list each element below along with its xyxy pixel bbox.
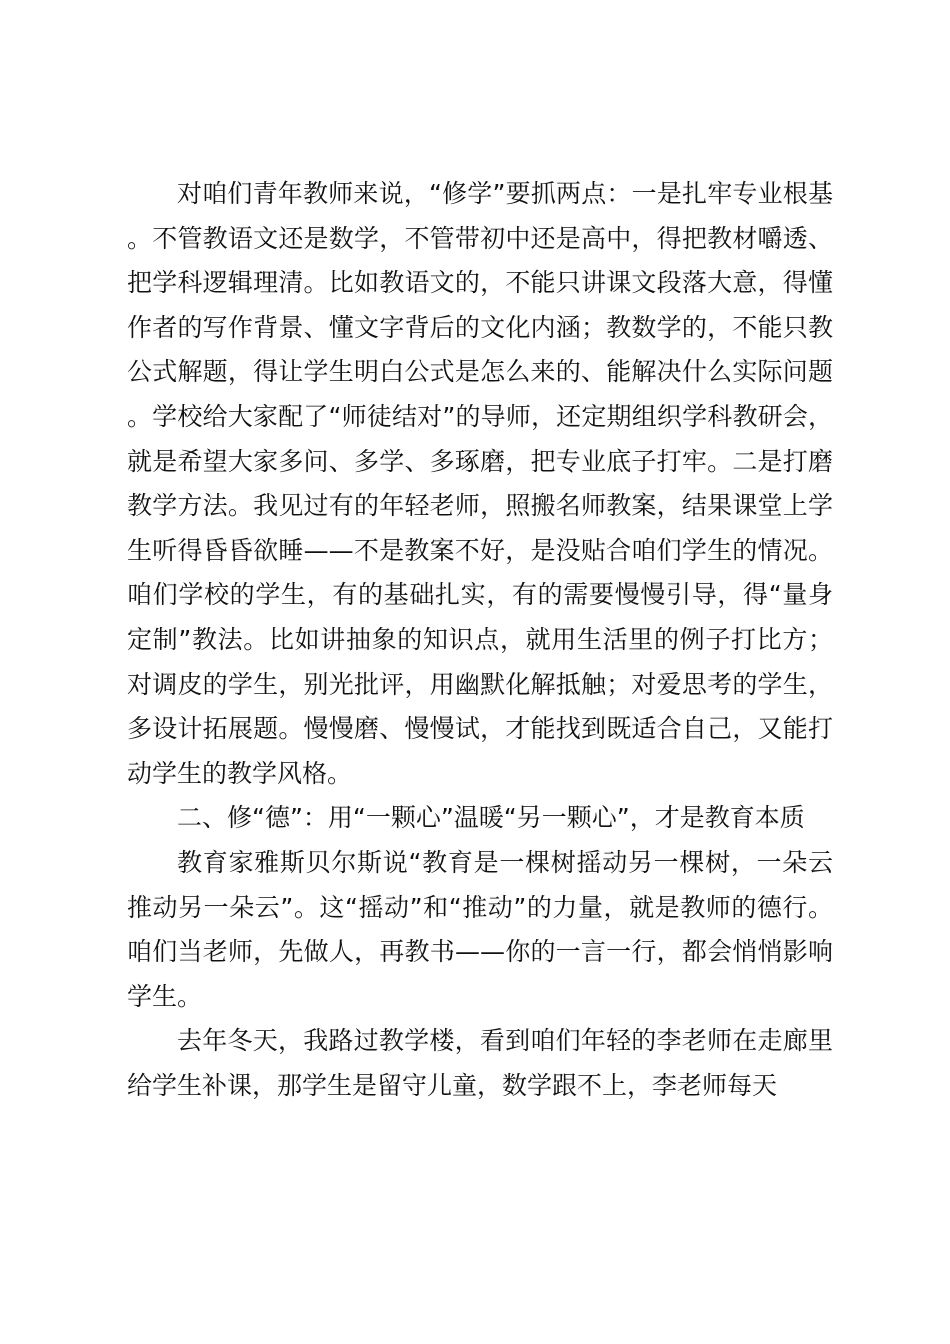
paragraph-jaspers-quote: 教育家雅斯贝尔斯说“教育是一棵树摇动另一棵树，一朵云推动另一朵云”。这“摇动”和“推动”的力量，就是教师的德行。咱们当老师，先做人，再教书——你的一言一行，都会悄悄影响学生。 xyxy=(127,847,833,1011)
document-body xyxy=(127,172,833,1108)
section-heading-xiude: 二、修“德”：用“一颗心”温暖“另一颗心”，才是教育本质 xyxy=(177,803,805,833)
paragraph-teacher-story: 去年冬天，我路过教学楼，看到咱们年轻的李老师在走廊里给学生补课，那学生是留守儿童，数学跟不上，李老师每天 xyxy=(127,1026,833,1100)
paragraph-xiuxue: 对咱们青年教师来说，“修学”要抓两点：一是扎牢专业根基。不管教语文还是数学，不管带初中还是高中，得把教材嚼透、把学科逻辑理清。比如教语文的，不能只讲课文段落大意，得懂作者的写作背景、懂文字背后的文化内涵；教数学的，不能只教公式解题，得让学生明白公式是怎么来的、能解决什么实际问题。学校给大家配了“师徒结对”的导师，还定期组织学科教研会，就是希望大家多问、多学、多琢磨，把专业底子打牢。二是打磨教学方法。我见过有的年轻老师，照搬名师教案，结果课堂上学生听得昏昏欲睡——不是教案不好，是没贴合咱们学生的情况。咱们学校的学生，有的基础扎实，有的需要慢慢引导，得“量身定制”教法。比如讲抽象的知识点，就用生活里的例子打比方；对调皮的学生，别光批评，用幽默化解抵触；对爱思考的学生，多设计拓展题。慢慢磨、慢慢试，才能找到既适合自己，又能打动学生的教学风格。 xyxy=(127,179,833,788)
